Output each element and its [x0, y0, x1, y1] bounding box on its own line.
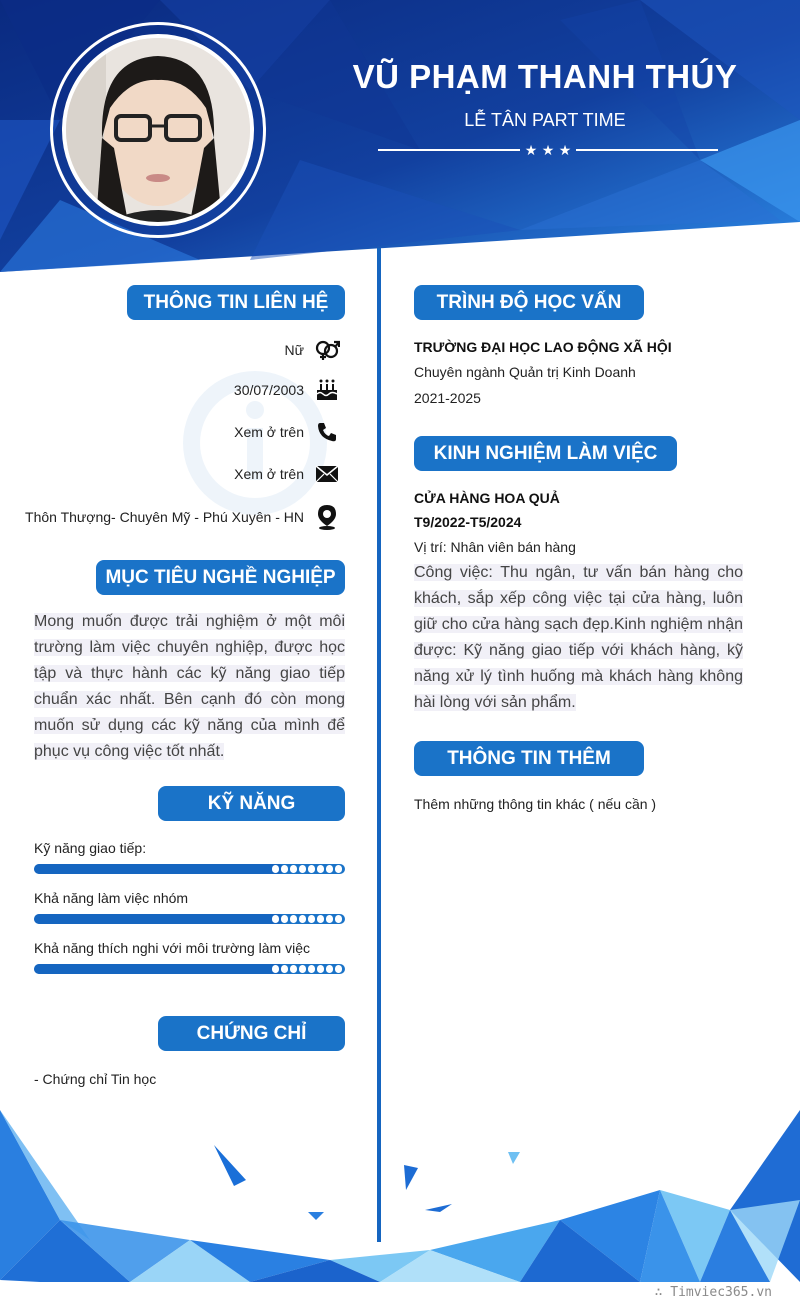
- skill-label: Kỹ năng giao tiếp:: [34, 840, 147, 856]
- svg-text:★ ★ ★: ★ ★ ★: [524, 143, 572, 159]
- skills-section-title: KỸ NĂNG: [158, 786, 345, 821]
- gender-value: Nữ: [284, 342, 304, 358]
- skill-bar-fill: [34, 914, 283, 924]
- title-divider: [378, 140, 718, 160]
- footer-watermark: ∴ Timviec365.vn: [654, 1285, 772, 1300]
- gender-icon: [314, 337, 340, 363]
- contact-section-title: THÔNG TIN LIÊN HỆ: [127, 285, 345, 320]
- contact-address: [25, 503, 340, 531]
- extra-text: Thêm những thông tin khác ( nếu cần ): [414, 796, 657, 812]
- contact-phone: [234, 418, 340, 446]
- objective-text-content: Mong muốn được trải nghiệm ở một môi trường làm việc chuyên nghiệp, được học tập và thực hành các kỹ năng giao tiếp chuẩn xác nhất. Bên cạnh đó còn mong muốn sử dụng các kỹ năng của mình để phục vụ công việc tốt nhất.: [34, 613, 345, 760]
- skill-bar-fill: [34, 964, 283, 974]
- major: Chuyên ngành Quản trị Kinh Doanh: [414, 364, 636, 380]
- skill-bar-dots: [272, 915, 342, 923]
- company-name: CỬA HÀNG HOA QUẢ: [414, 490, 560, 506]
- contact-birthday: [234, 376, 340, 404]
- work-description: [414, 560, 743, 716]
- phone-value: Xem ở trên: [234, 424, 304, 440]
- skill-bar-dots: [272, 965, 342, 973]
- location-pin-icon: [314, 504, 340, 530]
- work-period: T9/2022-T5/2024: [414, 514, 522, 530]
- contact-email: [234, 460, 340, 488]
- certificates-section-title: CHỨNG CHỈ: [158, 1016, 345, 1051]
- skill-bar: [34, 914, 345, 924]
- contact-gender: [285, 336, 340, 364]
- work-description-content: Công việc: Thu ngân, tư vấn bán hàng cho khách, sắp xếp công việc tại cửa hàng, luôn giữ cho cửa hàng sạch đẹp.Kinh nghiệm nhận được: Kỹ năng giao tiếp với khách hàng, kỹ năng xử lý tình huống mà khách hàng không hài lòng với sản phẩm.: [414, 564, 743, 711]
- address-value: Thôn Thượng- Chuyên Mỹ - Phú Xuyên - HN: [25, 509, 304, 525]
- skill-bar: [34, 864, 345, 874]
- cake-icon: [314, 377, 340, 403]
- avatar: [62, 34, 254, 226]
- email-value: Xem ở trên: [234, 466, 304, 482]
- job-title: LỄ TÂN PART TIME: [464, 110, 626, 130]
- birthday-value: 30/07/2003: [233, 382, 304, 398]
- skill-label: Khả năng làm việc nhóm: [34, 890, 189, 906]
- objective-section-title: MỤC TIÊU NGHỀ NGHIỆP: [96, 560, 345, 595]
- extra-section-title: THÔNG TIN THÊM: [414, 741, 644, 776]
- certificate-item: - Chứng chỉ Tin học: [34, 1071, 157, 1087]
- footer-banner: [0, 1100, 800, 1309]
- skill-bar: [34, 964, 345, 974]
- work-position: Vị trí: Nhân viên bán hàng: [414, 539, 576, 555]
- skill-bar-dots: [272, 865, 342, 873]
- skill-label: Khả năng thích nghi với môi trường làm việc: [34, 940, 310, 956]
- candidate-name: VŨ PHẠM THANH THÚY: [352, 58, 738, 95]
- education-years: 2021-2025: [414, 390, 481, 406]
- center-divider: [377, 248, 381, 1242]
- experience-section-title: KINH NGHIỆM LÀM VIỆC: [414, 436, 677, 471]
- education-section-title: TRÌNH ĐỘ HỌC VẤN: [414, 285, 644, 320]
- objective-text: [34, 609, 345, 765]
- school-name: TRƯỜNG ĐẠI HỌC LAO ĐỘNG XÃ HỘI: [414, 339, 672, 355]
- phone-icon: [314, 419, 340, 445]
- envelope-icon: [314, 461, 340, 487]
- skill-bar-fill: [34, 864, 283, 874]
